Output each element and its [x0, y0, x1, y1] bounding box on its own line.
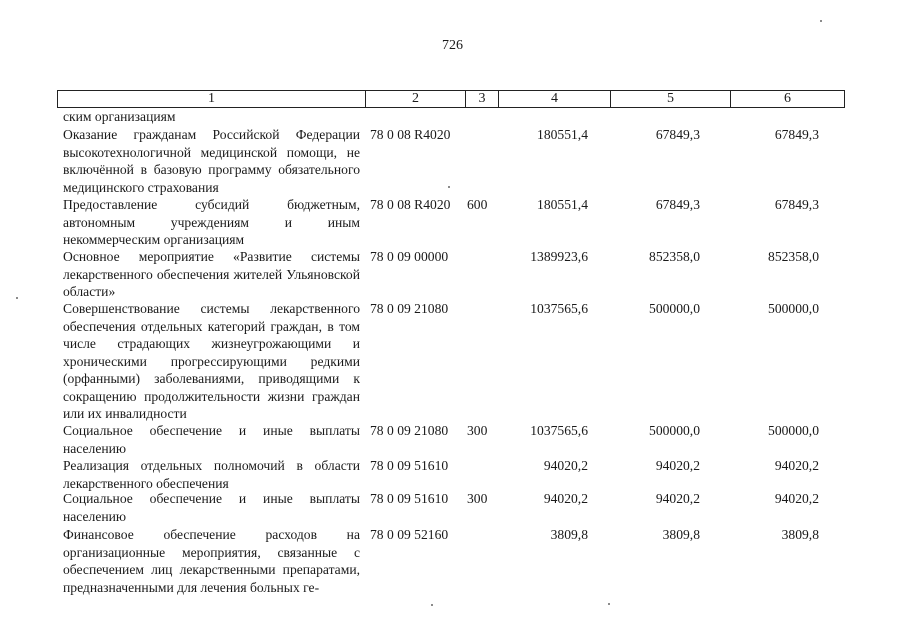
row-value-col5: 94020,2: [655, 458, 700, 473]
page-number: 726: [442, 38, 463, 53]
row-value-col6: 500000,0: [768, 423, 819, 438]
row-value-col6: 94020,2: [774, 491, 819, 506]
row-value-col6: 94020,2: [774, 458, 819, 473]
row-value-col4: 94020,2: [543, 458, 588, 473]
row-value-col5: 852358,0: [649, 249, 700, 264]
row-value-col4: 180551,4: [537, 197, 588, 212]
scan-speck: [16, 297, 18, 299]
row-name: Оказание гражданам Российской Федерации высокотехнологичной медицинской помощи, не включённой в базовую программу обязательного медицинского страхования: [63, 127, 360, 195]
row-value-col5: 3809,8: [662, 527, 700, 542]
row-target-code: 78 0 08 R4020: [370, 197, 451, 212]
row-value-col6: 67849,3: [774, 127, 819, 142]
row-target-code: 78 0 09 21080: [370, 301, 449, 316]
row-value-col5: 500000,0: [649, 423, 700, 438]
scan-speck: [820, 20, 822, 22]
header-col-5: 5: [610, 91, 730, 107]
row-value-col4: 3809,8: [550, 527, 588, 542]
row-target-code: 78 0 09 51610: [370, 491, 449, 506]
row-name: Основное мероприятие «Развитие системы лекарственного обеспечения жителей Ульяновской области»: [63, 249, 360, 299]
header-col-6: 6: [730, 91, 844, 107]
row-target-code: 78 0 09 52160: [370, 527, 449, 542]
row-value-col5: 67849,3: [655, 127, 700, 142]
row-target-code: 78 0 09 21080: [370, 423, 449, 438]
scan-speck: [431, 604, 433, 606]
row-expense-type: 300: [467, 423, 488, 438]
row-target-code: 78 0 09 00000: [370, 249, 449, 264]
row-name: Предоставление субсидий бюджетным, автономным учреждениям и иным некоммерческим организациям: [63, 197, 360, 247]
row-name: Социальное обеспечение и иные выплаты населению: [63, 491, 360, 524]
row-expense-type: 600: [467, 197, 488, 212]
row-value-col5: 67849,3: [655, 197, 700, 212]
row-value-col6: 3809,8: [781, 527, 819, 542]
scan-speck: [448, 186, 450, 188]
row-name: Совершенствование системы лекарственного обеспечения отдельных категорий граждан, в том числе страдающих жизнеугрожающими и хроническими прогрессирующими редкими (орфанными) заболеваниями, приводящими к сокращению продолжительности жизни граждан или их инвалидности: [63, 301, 360, 421]
row-value-col6: 852358,0: [768, 249, 819, 264]
row-value-col4: 1389923,6: [530, 249, 588, 264]
row-name: Финансовое обеспечение расходов на организационные мероприятия, связанные с обеспечением лиц лекарственными препаратами, предназначенными для лечения больных ге-: [63, 527, 360, 595]
row-value-col6: 67849,3: [774, 197, 819, 212]
row-value-col5: 94020,2: [655, 491, 700, 506]
header-col-1: 1: [208, 91, 215, 106]
row-value-col4: 180551,4: [537, 127, 588, 142]
row-name: Реализация отдельных полномочий в области лекарственного обеспечения: [63, 458, 360, 491]
row-value-col5: 500000,0: [649, 301, 700, 316]
carryover-text: ским организациям: [63, 109, 176, 124]
header-col-3: 3: [465, 91, 498, 107]
row-target-code: 78 0 08 R4020: [370, 127, 451, 142]
scan-speck: [608, 603, 610, 605]
row-target-code: 78 0 09 51610: [370, 458, 449, 473]
table-header: [57, 90, 845, 108]
header-col-4: 4: [498, 91, 610, 107]
row-value-col6: 500000,0: [768, 301, 819, 316]
row-name: Социальное обеспечение и иные выплаты населению: [63, 423, 360, 456]
header-col-2: 2: [365, 91, 465, 107]
row-value-col4: 1037565,6: [530, 423, 588, 438]
row-expense-type: 300: [467, 491, 488, 506]
row-value-col4: 1037565,6: [530, 301, 588, 316]
row-value-col4: 94020,2: [543, 491, 588, 506]
